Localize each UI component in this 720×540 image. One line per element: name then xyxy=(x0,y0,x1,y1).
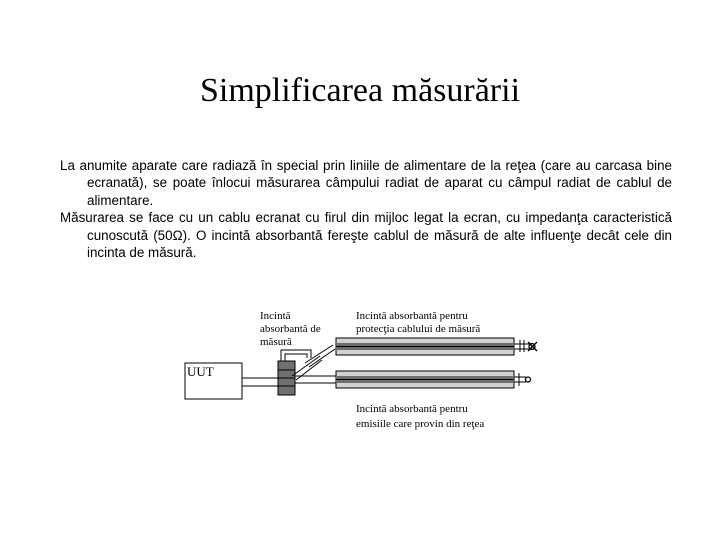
lower-absorber-tube xyxy=(336,371,514,388)
label-measurement-enclosure-line-2: absorbantă de xyxy=(260,323,321,335)
uut-label: UUT xyxy=(187,364,214,379)
label-mains-line-2: emisiile care provin din reţea xyxy=(356,418,485,430)
slide-title: Simplificarea măsurării xyxy=(199,72,521,109)
paragraph-2: Măsurarea se face cu un cablu ecranat cu firul din mijloc legat la ecran, cu impedanţa caracteristică cunoscută (50Ω). O incintă absorbantă fereşte cablul de măsură de alte influenţe decât cele din incinta de măsură. xyxy=(60,210,672,261)
label-cable-protection-line-2: protecţia cablului de măsură xyxy=(356,323,481,335)
paragraph-1: La anumite aparate care radiază în special prin liniile de alimentare de la reţea (care au carcasa bine ecranată), se poate înlocui măsurarea câmpului radiat de aparat cu câmpul radiat de cablul de alimentare. xyxy=(60,158,672,208)
label-measurement-enclosure-line-1: Incintă xyxy=(260,310,291,322)
label-measurement-enclosure-line-3: măsură xyxy=(260,336,292,348)
lower-cable-end xyxy=(514,373,526,386)
label-mains-emissions-enclosure xyxy=(356,403,484,430)
uut-wires xyxy=(242,378,278,386)
measurement-enclosure-block xyxy=(278,361,295,395)
terminator-icon xyxy=(528,342,537,351)
label-cable-protection-enclosure xyxy=(356,310,480,335)
label-mains-line-1: Incintă absorbantă pentru xyxy=(356,403,468,415)
upper-absorber-tube xyxy=(336,338,514,355)
label-cable-protection-line-1: Incintă absorbantă pentru xyxy=(356,310,468,322)
plug-icon xyxy=(526,377,531,382)
lower-cable-connection xyxy=(295,376,336,383)
label-measurement-enclosure xyxy=(260,310,324,348)
